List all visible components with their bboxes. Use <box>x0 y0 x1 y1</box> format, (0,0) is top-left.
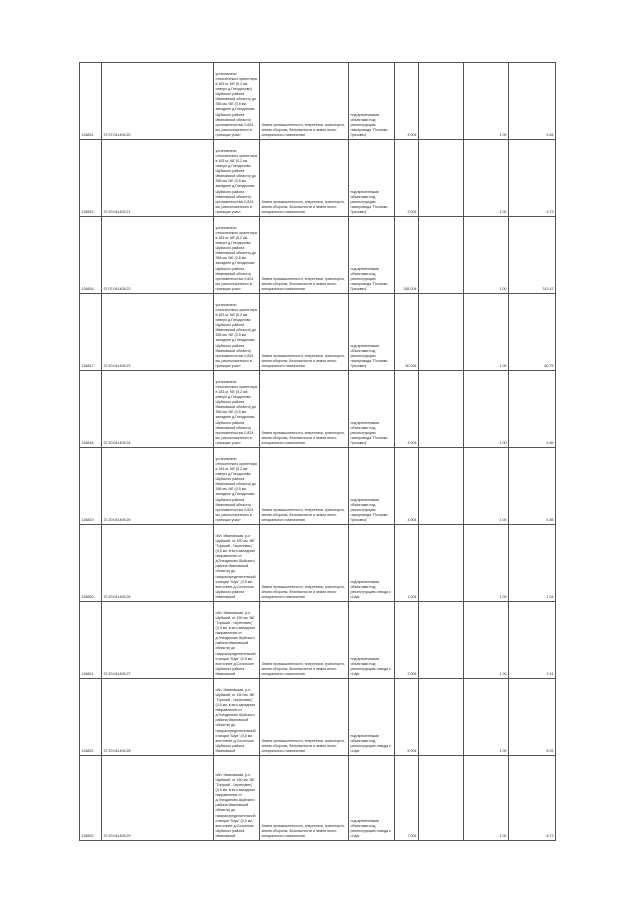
table-row <box>80 294 556 371</box>
empty-cell <box>419 602 464 679</box>
address-cell: установлено относительно ориентира в 183 м. NE (5,2 км. северо д.Гнездилово Шуйского района Ивановской области) до 356 км. NE (0,5 км. западнее д.Гнездилово Шуйского района Ивановской области) протяженностью 0,824 км, расположенного в границах участ <box>214 294 260 371</box>
coefficient-cell: 1 00 <box>464 371 509 448</box>
cadastral-number-cell: 37:20:041405:23 <box>102 294 214 371</box>
table-row <box>80 217 556 294</box>
row-number-cell: 126815 <box>80 140 102 217</box>
land-category-cell: Земли промышленности, энергетики, транспорта, земли обороны, безопасности и земли иного специального назначения <box>260 679 349 756</box>
address-cell: обл. Ивановская, р-н Шуйский, от 150 км. NE "Горький - Череповец" (4,5 км. в юго-западном направлении от д.Гнездилово Шуйского района Ивановской области) до газораспределительной станции "Шуя" (0,5 км. восточнее д.Сохотское Шуйского района Ивановской <box>214 756 260 841</box>
row-number-cell: 126817 <box>80 294 102 371</box>
permitted-use-cell: под временными объектами под реконструкцию газопровода "Починки - Грязовец" <box>349 448 395 525</box>
area-cell: 4 004 <box>395 371 419 448</box>
land-category-cell: Земли промышленности, энергетики, транспорта, земли обороны, безопасности и земли иного специального назначения <box>260 63 349 140</box>
empty-cell <box>419 371 464 448</box>
area-cell: 2 004 <box>395 602 419 679</box>
cadastral-number-cell: 37:20:041405:29 <box>102 756 214 841</box>
table-row <box>80 756 556 841</box>
address-cell: установлено относительно ориентира в 183 м. NE (5,2 км. северо д.Гнездилово Шуйского района Ивановской области) до 356 км. NE (0,5 км. западнее д.Гнездилово Шуйского района Ивановской области) протяженностью 0,824 км, расположенного в границах участ <box>214 448 260 525</box>
coefficient-cell: 1 00 <box>464 448 509 525</box>
permitted-use-cell: под временными объектами под реконструкцию газопровода "Починки - Грязовец" <box>349 63 395 140</box>
row-number-cell: 126823 <box>80 756 102 841</box>
area-cell: 7 004 <box>395 756 419 841</box>
value-cell: 4 85 <box>509 371 556 448</box>
land-category-cell: Земли промышленности, энергетики, транспорта, земли обороны, безопасности и земли иного специального назначения <box>260 602 349 679</box>
empty-cell <box>419 140 464 217</box>
land-category-cell: Земли промышленности, энергетики, транспорта, земли обороны, безопасности и земли иного специального назначения <box>260 217 349 294</box>
coefficient-cell: 1 00 <box>464 602 509 679</box>
cadastral-number-cell: 37:20:041403:21 <box>102 140 214 217</box>
coefficient-cell: 1 00 <box>464 679 509 756</box>
table-row <box>80 679 556 756</box>
table-row <box>80 63 556 140</box>
coefficient-cell: 1 00 <box>464 217 509 294</box>
permitted-use-cell: под временными объектами под реконструкцию отвода к г.Шуя <box>349 756 395 841</box>
row-number-cell: 126821 <box>80 602 102 679</box>
permitted-use-cell: под временными объектами под реконструкцию отвода к г.Шуя <box>349 602 395 679</box>
permitted-use-cell: под временными объектами под реконструкцию газопровода "Починки - Грязовец" <box>349 217 395 294</box>
empty-cell <box>419 294 464 371</box>
cadastral-number-cell: 37:07:041405:20 <box>102 63 214 140</box>
value-cell: 2 41 <box>509 602 556 679</box>
empty-cell <box>419 756 464 841</box>
empty-cell <box>419 679 464 756</box>
land-category-cell: Земли промышленности, энергетики, транспорта, земли обороны, безопасности и земли иного специального назначения <box>260 525 349 602</box>
table-row <box>80 140 556 217</box>
land-category-cell: Земли промышленности, энергетики, транспорта, земли обороны, безопасности и земли иного специального назначения <box>260 448 349 525</box>
row-number-cell: 126814 <box>80 63 102 140</box>
permitted-use-cell: под временными объектами под реконструкцию отвода к г.Шуя <box>349 525 395 602</box>
cadastral-number-cell: 37:20:041405:26 <box>102 525 214 602</box>
permitted-use-cell: под временными объектами под реконструкцию газопровода "Починки - Грязовец" <box>349 371 395 448</box>
value-cell: 4 85 <box>509 448 556 525</box>
coefficient-cell: 1 00 <box>464 63 509 140</box>
row-number-cell: 126819 <box>80 448 102 525</box>
address-cell: обл. Ивановская, р-н Шуйский, от 150 км. NE "Горький - Череповец" (4,5 км. в юго-западном направлении от д.Гнездилово Шуйского района Ивановской области) до газораспределительной станции "Шуя" (0,5 км. восточнее д.Сохотское Шуйского района Ивановской <box>214 679 260 756</box>
land-category-cell: Земли промышленности, энергетики, транспорта, земли обороны, безопасности и земли иного специального назначения <box>260 294 349 371</box>
empty-cell <box>419 63 464 140</box>
address-cell: обл. Ивановская, р-н Шуйский, от 150 км. NE "Горький - Череповец" (4,5 км. в юго-западном направлении от д.Гнездилово Шуйского района Ивановской области) до газораспределительной станции "Шуя" (0,5 км. восточнее д.Сохотское Шуйского района Ивановской <box>214 602 260 679</box>
area-cell: 50 004 <box>395 294 419 371</box>
table-row <box>80 525 556 602</box>
area-cell: 5 004 <box>395 679 419 756</box>
land-category-cell: Земли промышленности, энергетики, транспорта, земли обороны, безопасности и земли иного специального назначения <box>260 756 349 841</box>
empty-cell <box>419 217 464 294</box>
cadastral-number-cell: 37:20:041405:27 <box>102 602 214 679</box>
address-cell: установлено относительно ориентира в 183 м. NE (5,2 км. северо д.Гнездилово) Шуйского района Ивановской области) до 356 км. NE (0,5 км. западнее д.Гнездилово Шуйского района Ивановской области) протяженностью 0,824 км, расположенного в границах участ <box>214 63 260 140</box>
area-cell: 265 004 <box>395 217 419 294</box>
table-row <box>80 602 556 679</box>
value-cell: 313 47 <box>509 217 556 294</box>
area-cell: 3 004 <box>395 140 419 217</box>
area-cell: 1 004 <box>395 525 419 602</box>
value-cell: 1 04 <box>509 525 556 602</box>
coefficient-cell: 1 00 <box>464 140 509 217</box>
area-cell: 4 004 <box>395 448 419 525</box>
coefficient-cell: 1 00 <box>464 525 509 602</box>
address-cell: обл. Ивановская, р-н Шуйский, от 150 км. NE "Горький - Череповец" (4,5 км. в юго-западном направлении от д.Гнездилово Шуйского района Ивановской области) до газораспределительной станции "Шуя" (0,5 км. восточнее д.Сохотское Шуйского района Ивановской <box>214 525 260 602</box>
permitted-use-cell: под временными объектами под реконструкцию газопровода "Починки - Грязовец" <box>349 294 395 371</box>
value-cell: 8 72 <box>509 756 556 841</box>
table-body <box>80 63 556 841</box>
cadastral-number-cell: 37:20:041405:28 <box>102 679 214 756</box>
empty-cell <box>419 448 464 525</box>
land-register-table <box>79 62 556 841</box>
table-row <box>80 371 556 448</box>
address-cell: установлено относительно ориентира в 183 м. NE (5,2 км. северо д.Гнездилово Шуйского района Ивановской области) до 356 км. NE (0,5 км. западнее д.Гнездилово Шуйского района Ивановской области) протяженностью 0,824 км, расположенного в границах участ <box>214 371 260 448</box>
table-row <box>80 448 556 525</box>
value-cell: 60 75 <box>509 294 556 371</box>
row-number-cell: 126816 <box>80 217 102 294</box>
permitted-use-cell: под временными объектами под реконструкцию газопровода "Починки - Грязовец" <box>349 140 395 217</box>
value-cell: 3 73 <box>509 140 556 217</box>
land-category-cell: Земли промышленности, энергетики, транспорта, земли обороны, безопасности и земли иного специального назначения <box>260 371 349 448</box>
coefficient-cell: 1 00 <box>464 756 509 841</box>
area-cell: 4 004 <box>395 63 419 140</box>
cadastral-number-cell: 37:20:041405:24 <box>102 371 214 448</box>
row-number-cell: 126822 <box>80 679 102 756</box>
address-cell: установлено относительно ориентира в 183 м. NE (5,2 км. северо д.Гнездилово Шуйского района Ивановской области) до 356 км. NE (0,5 км. западнее д.Гнездилово Шуйского района Ивановской области) протяженностью 0,824 км, расположенного в границах участ <box>214 217 260 294</box>
land-category-cell: Земли промышленности, энергетики, транспорта, земли обороны, безопасности и земли иного специального назначения <box>260 140 349 217</box>
row-number-cell: 126818 <box>80 371 102 448</box>
address-cell: установлено относительно ориентира в 183 м. NE (5,2 км. северо д.Гнездилово Шуйского района Ивановской области) до 356 км. NE (0,5 км. западнее д.Гнездилово Шуйского района Ивановской области) протяженностью 0,824 км, расположенного в границах участ <box>214 140 260 217</box>
value-cell: 4 84 <box>509 63 556 140</box>
cadastral-number-cell: 37:20:041405:25 <box>102 448 214 525</box>
coefficient-cell: 1 00 <box>464 294 509 371</box>
cadastral-number-cell: 37:07:041405:22 <box>102 217 214 294</box>
value-cell: 6 02 <box>509 679 556 756</box>
permitted-use-cell: под временными объектами под реконструкцию отвода к г.Шуя <box>349 679 395 756</box>
row-number-cell: 126820 <box>80 525 102 602</box>
empty-cell <box>419 525 464 602</box>
